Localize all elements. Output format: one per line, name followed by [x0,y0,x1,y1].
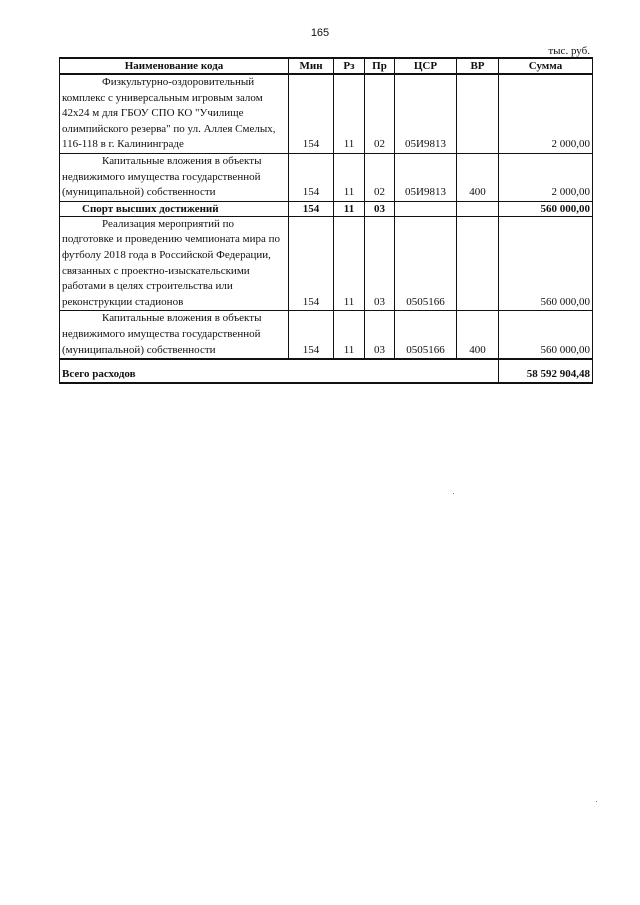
table-row [60,153,593,201]
row-min: 154 [289,311,334,359]
row-name: Капитальные вложения в объекты недвижимого имущества государственной (муниципальной) собственности [60,153,289,201]
budget-table [59,57,593,384]
table-row [60,74,593,153]
row-rz: 11 [334,216,365,311]
row-rz: 11 [334,311,365,359]
row-pr: 03 [365,216,395,311]
scan-speck [596,801,597,802]
row-min: 154 [289,201,334,216]
row-name: Физкультурно-оздоровительный комплекс с универсальным игровым залом 42х24 м для ГБОУ СПО КО "Училище олимпийского резерва" по ул. Аллея Смелых, 116-118 в г. Калининграде [60,74,289,153]
total-label: Всего расходов [60,359,289,383]
row-vr: 400 [457,153,499,201]
row-name: Капитальные вложения в объекты недвижимого имущества государственной (муниципальной) собственности [60,311,289,359]
row-pr: 02 [365,153,395,201]
header-vr: ВР [457,58,499,74]
row-csr: 05И9813 [395,153,457,201]
row-csr [395,201,457,216]
row-min: 154 [289,153,334,201]
row-csr: 0505166 [395,311,457,359]
header-csr: ЦСР [395,58,457,74]
row-csr: 05И9813 [395,74,457,153]
table-row [60,311,593,359]
row-sum: 2 000,00 [499,74,593,153]
row-rz: 11 [334,201,365,216]
row-min: 154 [289,216,334,311]
total-sum: 58 592 904,48 [499,359,593,383]
header-min: Мин [289,58,334,74]
total-blank [334,359,365,383]
row-csr: 0505166 [395,216,457,311]
row-sum: 560 000,00 [499,311,593,359]
header-pr: Пр [365,58,395,74]
row-vr [457,201,499,216]
row-pr: 03 [365,311,395,359]
header-sum: Сумма [499,58,593,74]
section-row [60,201,593,216]
row-rz: 11 [334,153,365,201]
total-blank [289,359,334,383]
total-blank [395,359,457,383]
row-sum: 560 000,00 [499,216,593,311]
row-vr: 400 [457,311,499,359]
total-blank [365,359,395,383]
page-number: 165 [310,27,330,39]
table-header-row [60,58,593,74]
header-name: Наименование кода [60,58,289,74]
row-min: 154 [289,74,334,153]
row-vr [457,74,499,153]
total-blank [457,359,499,383]
scan-speck [453,493,454,494]
total-row [60,359,593,383]
table-row [60,216,593,311]
row-rz: 11 [334,74,365,153]
units-label: тыс. руб. [548,45,590,57]
row-vr [457,216,499,311]
header-rz: Рз [334,58,365,74]
row-name: Спорт высших достижений [60,201,289,216]
row-sum: 2 000,00 [499,153,593,201]
row-pr: 03 [365,201,395,216]
row-sum: 560 000,00 [499,201,593,216]
row-pr: 02 [365,74,395,153]
row-name: Реализация мероприятий по подготовке и проведению чемпионата мира по футболу 2018 года в Российской Федерации, связанных с проектно-изыскательскими работами в целях строительства или реконструкции стадионов [60,216,289,311]
